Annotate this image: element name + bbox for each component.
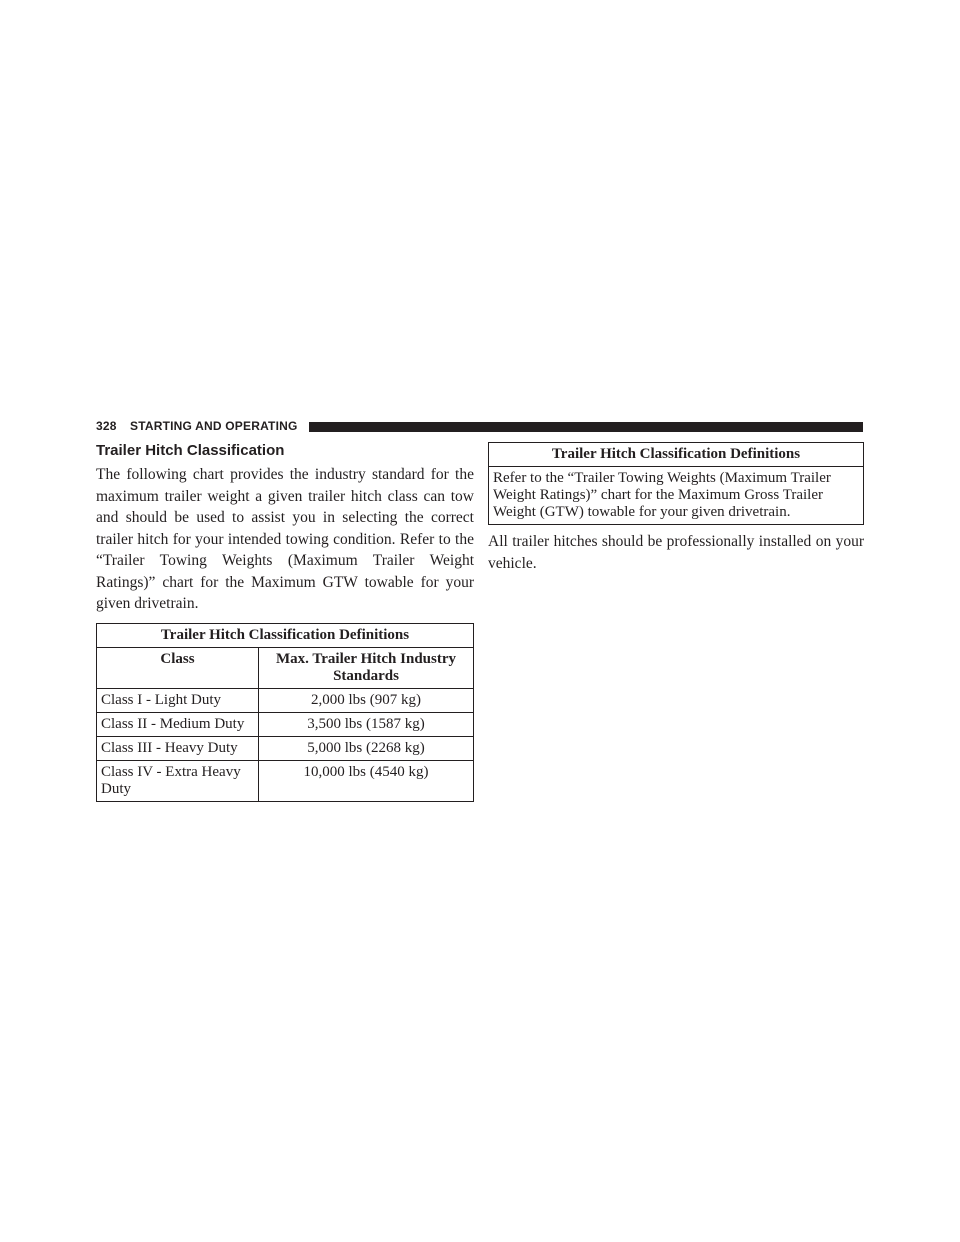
class-cell: Class III - Heavy Duty [97,736,259,760]
table-title-row [97,623,474,647]
column-header: Max. Trailer Hitch Industry Standards [259,647,474,688]
table-row [489,467,864,525]
header-rule [309,422,863,432]
weight-cell: 10,000 lbs (4540 kg) [259,760,474,801]
right-column [488,442,864,574]
hitch-definitions-continued-table [488,442,864,525]
section-heading: Trailer Hitch Classification [96,442,285,459]
weight-cell: 5,000 lbs (2268 kg) [259,736,474,760]
hitch-class-table [96,623,474,802]
table-row [97,688,474,712]
left-column [96,442,474,802]
installation-paragraph: All trailer hitches should be professionally installed on your vehicle. [488,533,864,572]
table-header-row [97,647,474,688]
weight-cell: 3,500 lbs (1587 kg) [259,712,474,736]
section-title: STARTING AND OPERATING [130,419,298,433]
page-number: 328 [96,419,117,433]
definition-cell: Refer to the “Trailer Towing Weights (Maximum Trailer Weight Ratings)” chart for the Maximum Gross Trailer Weight (GTW) towable for your given drivetrain. [489,467,864,525]
table-title: Trailer Hitch Classification Definitions [97,623,474,647]
table-row [97,712,474,736]
class-cell: Class IV - Extra Heavy Duty [97,760,259,801]
weight-cell: 2,000 lbs (907 kg) [259,688,474,712]
table-title: Trailer Hitch Classification Definitions [489,443,864,467]
running-header [96,418,863,436]
table-row [97,736,474,760]
intro-paragraph: The following chart provides the industry standard for the maximum trailer weight a given trailer hitch class can tow and should be used to assist you in selecting the correct trailer hitch for your intended towing condition. Refer to the “Trailer Towing Weights (Maximum Trailer Weight Ratings)” chart for the Maximum GTW towable for your given drivetrain. [96,466,474,612]
table-title-row [489,443,864,467]
class-cell: Class I - Light Duty [97,688,259,712]
class-cell: Class II - Medium Duty [97,712,259,736]
column-header: Class [97,647,259,688]
table-row [97,760,474,801]
